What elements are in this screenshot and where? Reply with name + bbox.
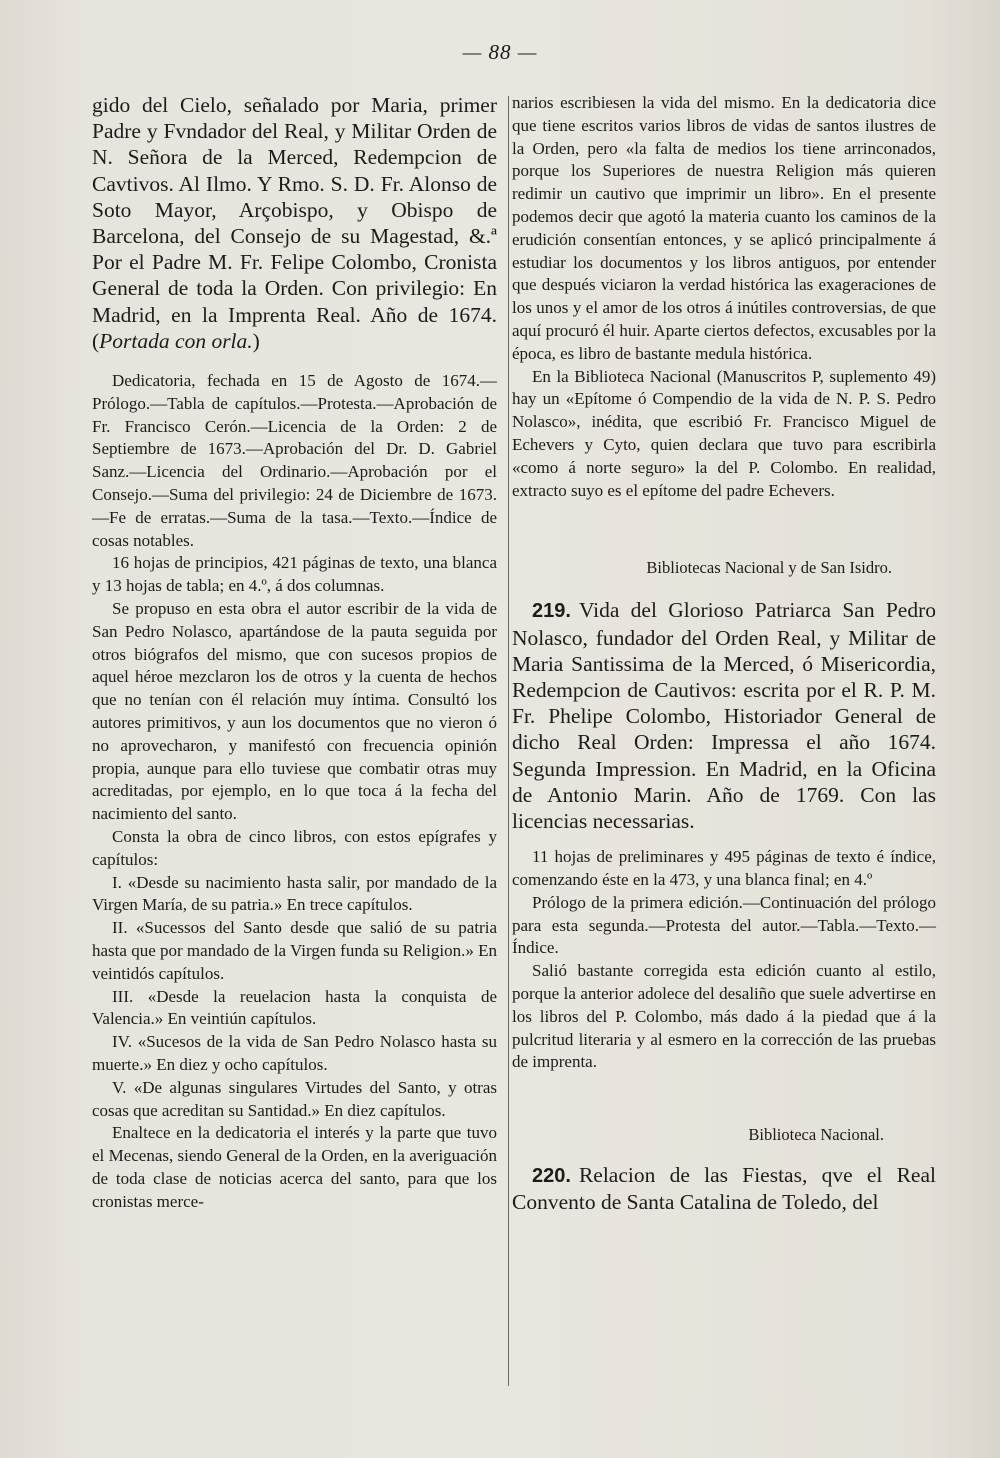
book-1-paragraph: I. «Desde su nacimiento hasta salir, por mandado de la Virgen María, de su patria.» En trece capítulos. — [92, 872, 497, 915]
right-column — [512, 92, 936, 1216]
entry-218-title-continuation — [92, 92, 497, 354]
book-5-paragraph: V. «De algunas singulares Virtudes del Santo, y otras cosas que acreditan su Santidad.» En diez capítulos. — [92, 1077, 497, 1120]
book-4-paragraph: IV. «Sucesos de la vida de San Pedro Nolasco hasta su muerte.» En diez y ocho capítulos. — [92, 1032, 497, 1074]
collation-paragraph: 16 hojas de principios, 421 páginas de texto, una blanca y 13 hojas de tabla; en 4.º, á dos columnas. — [92, 553, 497, 596]
commentary-paragraph: Se propuso en esta obra el autor escribir de la vida de San Pedro Nolasco, apartándose de la pauta seguida por otros biógrafos del mismo, que con sucesos propios de aquel héroe mezclaron los de otros y la cuenta de hechos que no tenían con él relación muy íntima. Consultó los autores primitivos, y aun los documentos que no vieron ó no aprovecharon, y manifestó con frecuencia opinión propia, aunque para ello tuviese que combatir otras muy acreditadas, por ejemplo, en lo que toca á la fecha del nacimiento del santo. — [92, 599, 497, 824]
continuation-paragraph: narios escribiesen la vida del mismo. En la dedicatoria dice que tiene escritos varios libros de vidas de santos ilustres de la Orden, pero «la falta de medios los tiene arrinconados, porque los Superiores de nuestra Religion más quieren redimir un cautivo que imprimir un libro». En el presente podemos decir que agotó la materia cuanto los caminos de la erudición consentían entonces, y se aplicó principalmente á estudiar los documentos y los libros antiguos, por entender que después viciaron la verdad histórica las exageraciones de los unos y el amor de los otros á inútiles controversias, de que aquí procuró él huir. Aparte ciertos defectos, excusables por la época, es libro de bastante medula histórica. — [512, 93, 936, 363]
entry-220-number: 220. — [532, 1165, 571, 1188]
entry-219 — [512, 597, 936, 834]
entry-219-contents: Prólogo de la primera edición.—Continuación del prólogo para esta segunda.—Protesta del autor.—Tabla.—Texto.—Índice. — [512, 892, 936, 958]
left-column — [92, 92, 497, 1214]
title-closing-paren: ) — [252, 328, 260, 353]
column-divider — [508, 96, 509, 1386]
dedication-paragraph: Enaltece en la dedicatoria el interés y la parte que tuvo el Mecenas, siendo General de la Orden, en la averiguación de toda clase de noticias acerca del santo, para que los cronistas merce- — [92, 1123, 497, 1211]
library-location-label-2: Biblioteca Nacional. — [748, 1125, 884, 1145]
title-italic-note: Portada con orla. — [99, 328, 253, 353]
entry-220 — [512, 1162, 936, 1215]
entry-219-number: 219. — [532, 600, 571, 623]
books-intro-paragraph: Consta la obra de cinco libros, con estos epígrafes y capítulos: — [92, 826, 497, 869]
entry-219-title: Vida del Glorioso Patriarca San Pedro Nolasco, fundador del Orden Real, y Militar de Maria Santissima de la Merced, ó Misericordia, Redempcion de Cautivos: escrita por el R. P. M. Fr. Phelipe Colombo, Historiador General de dicho Real Orden: Impressa el año 1674. Segunda Impression. En Madrid, en la Oficina de Antonio Marin. Año de 1769. Con las licencias necessarias. — [512, 598, 936, 833]
entry-219-commentary: Salió bastante corregida esta edición cuanto al estilo, porque la anterior adolece del desaliño que suele advertirse en los libros del P. Colombo, más dado á la piedad que á la pulcritud literaria y al esmero en la corrección de las pruebas de imprenta. — [512, 961, 936, 1072]
book-2-paragraph: II. «Sucessos del Santo desde que salió de su patria hasta que por mandado de la Virgen funda su Religion.» En veintidós capítulos. — [92, 918, 497, 983]
manuscript-paragraph: En la Biblioteca Nacional (Manuscritos P, suplemento 49) hay un «Epítome ó Compendio de la vida de N. P. S. Pedro Nolasco», inédita, que escribió Fr. Francisco Miguel de Echevers y Cyto, quien declara que tuvo para escribirla «como á norte seguro» la del P. Colombo. En realidad, extracto suyo es el epítome del padre Echevers. — [512, 366, 936, 500]
entry-219-collation: 11 hojas de preliminares y 495 páginas de texto é índice, comenzando éste en la 473, y una blanca final; en 4.º — [512, 847, 936, 889]
contents-paragraph: Dedicatoria, fechada en 15 de Agosto de 1674.—Prólogo.—Tabla de capítulos.—Protesta.—Aprobación de Fr. Francisco Cerón.—Licencia de la Orden: 2 de Septiembre de 1673.—Aprobación del Dr. D. Gabriel Sanz.—Licencia del Ordinario.—Aprobación por el Consejo.—Suma del privilegio: 24 de Diciembre de 1673.—Fe de erratas.—Suma de la tasa.—Texto.—Índice de cosas notables. — [92, 371, 497, 550]
book-3-paragraph: III. «Desde la reuelacion hasta la conquista de Valencia.» En veintiún capítulos. — [92, 986, 497, 1029]
entry-220-title: Relacion de las Fiestas, qve el Real Convento de Santa Catalina de Toledo, del — [512, 1163, 936, 1215]
title-text: gido del Cielo, señalado por Maria, primer Padre y Fvndador del Real, y Militar Orden de N. Señora de la Merced, Redempcion de Cavtivos. Al Ilmo. Y Rmo. S. D. Fr. Alonso de Soto Mayor, Arçobispo, y Obispo de Barcelona, del Consejo de su Magestad, &.ª Por el Padre M. Fr. Felipe Colombo, Cronista General de toda la Orden. Con privilegio: En Madrid, en la Imprenta Real. Año de 1674. ( — [92, 93, 497, 353]
library-location-label: Bibliotecas Nacional y de San Isidro. — [646, 558, 892, 578]
page-number: — 88 — — [462, 40, 538, 64]
